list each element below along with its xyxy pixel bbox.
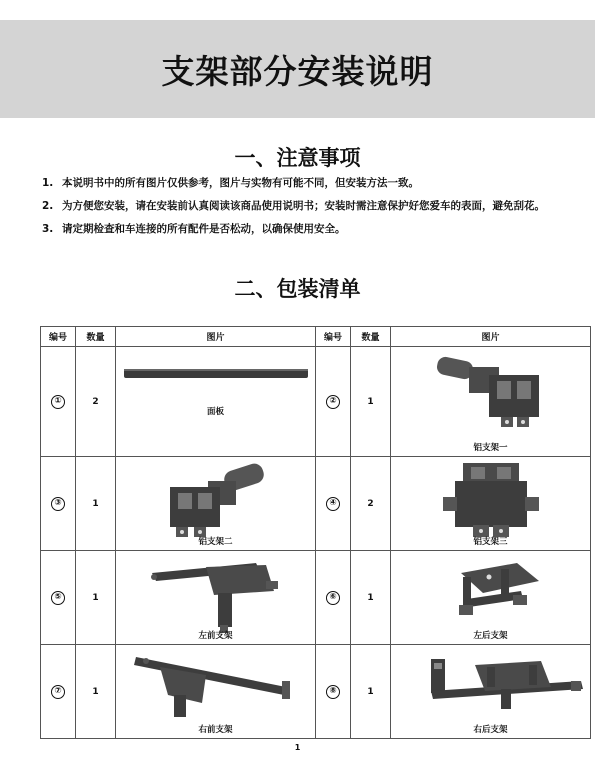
- item-picture-cell: [116, 551, 316, 645]
- item-number-cell: [316, 645, 351, 739]
- table-row: [41, 645, 591, 739]
- note-text: 请定期检查和车连接的所有配件是否松动，以确保使用安全。: [62, 223, 346, 235]
- note-text: 本说明书中的所有图片仅供参考，图片与实物有可能不同，但安装方法一致。: [62, 177, 419, 189]
- item-number: ③: [51, 497, 65, 511]
- item-quantity: 1: [351, 347, 391, 457]
- item-number: ⑥: [326, 591, 340, 605]
- item-caption: 铝支架三: [473, 537, 508, 547]
- header-number: 编号: [41, 327, 76, 347]
- item-number: ②: [326, 395, 340, 409]
- item-caption: 左前支架: [198, 631, 233, 641]
- notes-list: [42, 175, 567, 244]
- item-number-cell: [41, 551, 76, 645]
- item-number: ⑦: [51, 685, 65, 699]
- item-picture-cell: [116, 457, 316, 551]
- item-number: ⑤: [51, 591, 65, 605]
- item-caption: 面板: [206, 407, 224, 417]
- item-number-cell: [316, 347, 351, 457]
- item-caption: 右前支架: [198, 725, 233, 735]
- item-picture-cell: [391, 645, 591, 739]
- item-quantity: 2: [76, 347, 116, 457]
- title-banner: [0, 20, 595, 118]
- item-number: ①: [51, 395, 65, 409]
- item-picture-cell: [391, 551, 591, 645]
- item-quantity: 1: [76, 551, 116, 645]
- packing-list-table: [40, 326, 591, 739]
- item-quantity: 1: [76, 457, 116, 551]
- note-item: [42, 221, 567, 238]
- item-number-cell: [41, 645, 76, 739]
- item-picture-cell: [391, 347, 591, 457]
- note-text: 为方便您安装，请在安装前认真阅读该商品使用说明书；安装时需注意保护好您爱车的表面，避免刮花。: [62, 200, 545, 212]
- table-row: [41, 347, 591, 457]
- item-number-cell: [41, 457, 76, 551]
- item-picture-cell: [116, 347, 316, 457]
- note-item: [42, 198, 567, 215]
- page-title: 支架部分安装说明: [161, 51, 434, 91]
- item-number-cell: [316, 457, 351, 551]
- item-number-cell: [316, 551, 351, 645]
- item-caption: 右后支架: [473, 725, 508, 735]
- item-picture-cell: [391, 457, 591, 551]
- item-caption: 铝支架一: [473, 443, 508, 453]
- item-number: ⑧: [326, 685, 340, 699]
- item-number: ④: [326, 497, 340, 511]
- item-caption: 左后支架: [473, 631, 508, 641]
- item-quantity: 1: [351, 551, 391, 645]
- header-quantity: 数量: [76, 327, 116, 347]
- page-number: 1: [294, 743, 301, 752]
- item-quantity: 1: [76, 645, 116, 739]
- note-number: 2.: [42, 200, 54, 212]
- header-picture: 图片: [116, 327, 316, 347]
- header-quantity-2: 数量: [351, 327, 391, 347]
- table-header-row: [41, 327, 591, 347]
- note-number: 3.: [42, 223, 54, 235]
- header-picture-2: 图片: [391, 327, 591, 347]
- note-item: [42, 175, 567, 192]
- item-quantity: 2: [351, 457, 391, 551]
- item-picture-cell: [116, 645, 316, 739]
- note-number: 1.: [42, 177, 54, 189]
- item-caption: 铝支架二: [198, 537, 233, 547]
- item-quantity: 1: [351, 645, 391, 739]
- item-number-cell: [41, 347, 76, 457]
- table-row: [41, 551, 591, 645]
- panel-icon: [116, 347, 316, 457]
- packing-list-heading: 二、包装清单: [234, 277, 361, 301]
- table-row: [41, 457, 591, 551]
- notes-heading: 一、注意事项: [234, 146, 361, 170]
- header-number-2: 编号: [316, 327, 351, 347]
